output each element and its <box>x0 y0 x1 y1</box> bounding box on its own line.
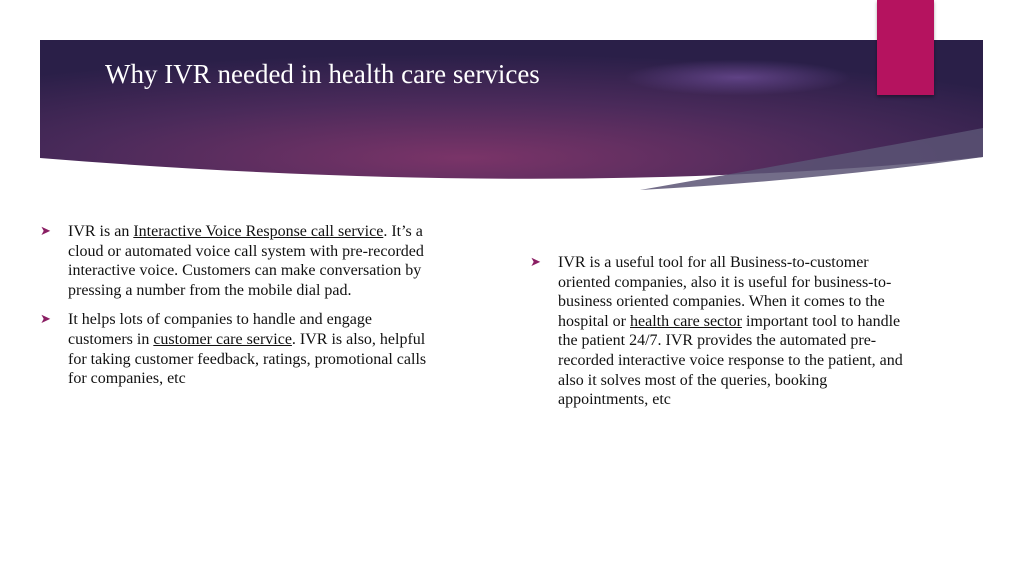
bullet-item <box>40 222 432 300</box>
bullet-text: . IVR is also, helpful for taking customer feedback, ratings, promotional calls for companies, etc <box>68 330 427 388</box>
bullet-text: important tool to handle the patient 24/7. IVR provides the automated pre-recorded interactive voice response to the patient, and also it solves most of the queries, booking appointments, etc <box>558 312 903 409</box>
bullet-text: It helps lots of companies to handle and engage customers in <box>68 311 372 348</box>
slide-title: Why IVR needed in health care services <box>105 59 540 89</box>
link-health-care-sector[interactable]: health care sector <box>630 312 742 330</box>
bullet-item <box>40 310 432 388</box>
bullet-text: IVR is a useful tool for all Business-to-customer oriented companies, also it is useful for business-to-business oriented companies. When it comes to the hospital or <box>558 254 892 330</box>
arrowhead-bullet-icon: ➤ <box>530 255 541 270</box>
link-ivr-service[interactable]: Interactive Voice Response call service <box>133 223 384 240</box>
bullet-text: IVR is an <box>68 223 134 240</box>
left-content-column <box>40 222 432 399</box>
bullet-text: . It’s a cloud or automated voice call system with pre-recorded interactive voice. Customers can make conversation by pressing a number from the mobile dial pad. <box>68 223 424 299</box>
arrowhead-bullet-icon: ➤ <box>40 312 51 328</box>
bullet-item <box>530 253 914 410</box>
right-content-column <box>530 253 914 420</box>
arrowhead-bullet-icon: ➤ <box>40 224 51 239</box>
link-customer-care-service[interactable]: customer care service <box>153 330 292 348</box>
accent-tab <box>877 0 934 95</box>
